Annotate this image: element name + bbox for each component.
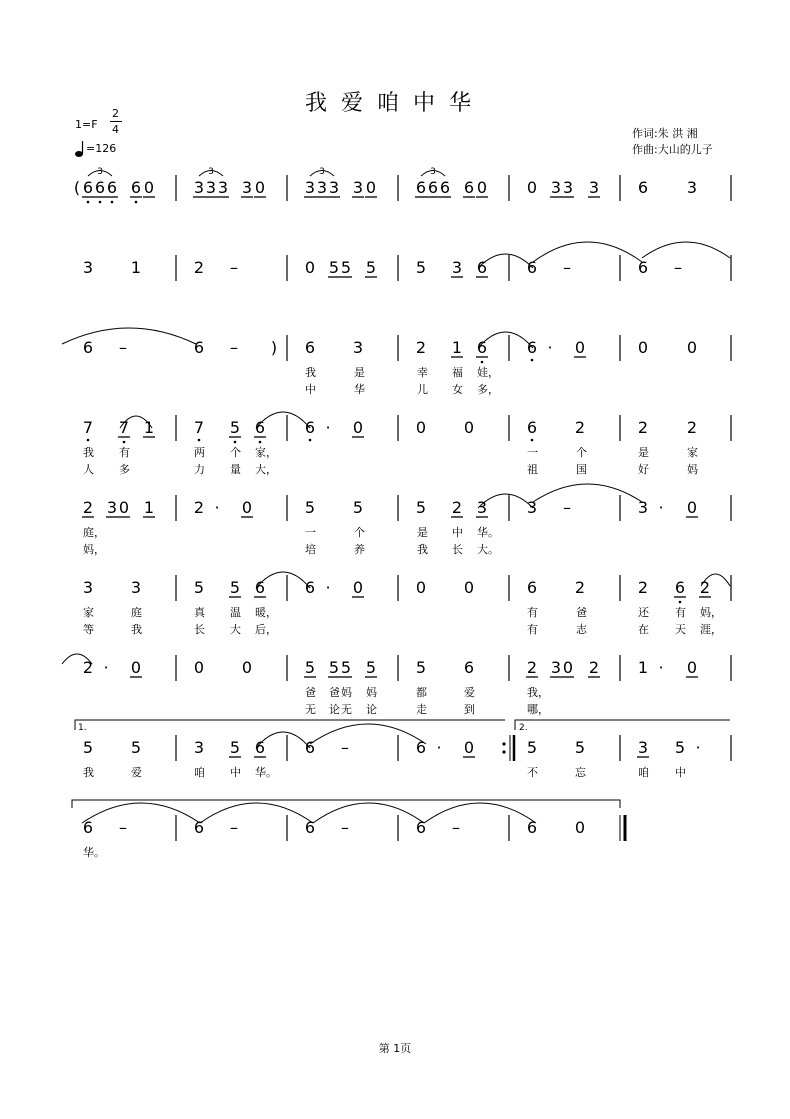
- note: 0: [130, 658, 142, 677]
- note: 5: [415, 258, 427, 277]
- lyric-word: 娃，: [477, 366, 499, 379]
- note: 2: [686, 418, 698, 437]
- note: 0: [415, 418, 427, 437]
- note: 5: [674, 738, 686, 757]
- note: 2: [82, 658, 94, 677]
- note: 6: [193, 338, 205, 357]
- lyric-word: 在: [638, 623, 649, 636]
- lyric-word: 妈: [341, 686, 352, 699]
- note: 3: [217, 178, 229, 197]
- lower-octave-dot: [87, 201, 90, 204]
- lyric-word: 我，: [527, 686, 549, 699]
- lyric-word: 量: [230, 463, 241, 476]
- note: 3: [316, 178, 328, 197]
- note: 3: [637, 498, 649, 517]
- lyric-word: 有: [527, 606, 538, 619]
- lyric-word: 长: [452, 543, 463, 556]
- lyric-word: 庭: [131, 606, 142, 619]
- song-title: 我爱咱中华: [304, 91, 485, 116]
- dash: –: [119, 338, 127, 357]
- note: 3: [476, 498, 488, 517]
- time-signature-bottom: 4: [112, 123, 119, 136]
- lower-octave-dot: [135, 201, 138, 204]
- slur: [313, 803, 424, 823]
- note: 5: [193, 578, 205, 597]
- lyric-word: 温: [230, 606, 241, 619]
- dash: –: [230, 338, 238, 357]
- lyric-word: 有: [119, 446, 130, 459]
- note: 0: [415, 578, 427, 597]
- lyric-word: 是: [638, 446, 649, 459]
- dash: –: [341, 818, 349, 837]
- note: 6: [476, 338, 488, 357]
- note: 5: [526, 738, 538, 757]
- lyric-word: 无: [341, 703, 352, 716]
- lyric-word: 论: [366, 703, 377, 716]
- note: 2: [574, 418, 586, 437]
- time-signature-top: 2: [112, 107, 119, 120]
- note: 0: [686, 658, 698, 677]
- lower-octave-dot: [99, 201, 102, 204]
- composer-credit: 作曲:大山的儿子: [632, 143, 713, 156]
- lyric-word: 爱: [131, 766, 142, 779]
- note: ·: [325, 418, 331, 437]
- lyric-word: 妈: [687, 463, 698, 476]
- note: 3: [451, 258, 463, 277]
- volta-first-label: 1.: [78, 723, 87, 733]
- volta-second-label: 2.: [519, 723, 528, 733]
- note: ·: [325, 578, 331, 597]
- note: 2: [637, 578, 649, 597]
- volta-second: [515, 720, 730, 730]
- lyric-word: 华: [354, 383, 365, 396]
- note: 5: [340, 258, 352, 277]
- lyric-word: 中: [305, 383, 316, 396]
- note: 0: [463, 738, 475, 757]
- lyric-word: 华。: [477, 526, 499, 539]
- lyric-word: 个: [354, 526, 365, 539]
- note: 7: [82, 418, 94, 437]
- note: 5: [340, 658, 352, 677]
- note: 3: [352, 178, 364, 197]
- lyric-word: 我: [83, 446, 94, 459]
- slur: [533, 484, 642, 502]
- note: 6: [254, 578, 266, 597]
- note: 2: [82, 498, 94, 517]
- note: 5: [365, 258, 377, 277]
- lyric-word: 我: [131, 623, 142, 636]
- note: 1: [130, 258, 142, 277]
- lyric-word: 中: [230, 766, 241, 779]
- dash: –: [674, 258, 682, 277]
- note: 3: [550, 178, 562, 197]
- lower-octave-dot: [309, 439, 312, 442]
- slur: [533, 242, 642, 262]
- lyric-word: 多，: [477, 383, 499, 396]
- note: 0: [352, 578, 364, 597]
- note: 0: [463, 418, 475, 437]
- note: ·: [695, 738, 701, 757]
- dash: –: [341, 738, 349, 757]
- dash: –: [119, 818, 127, 837]
- lyric-word: 爸: [329, 686, 340, 699]
- lyric-word: 走: [416, 703, 427, 716]
- note: 0: [686, 338, 698, 357]
- note: 3: [304, 178, 316, 197]
- lyric-word: 华。: [255, 766, 277, 779]
- page-number: 第 1页: [378, 1042, 412, 1055]
- lyric-word: 真: [194, 606, 205, 619]
- note: 5: [365, 658, 377, 677]
- note: 0: [562, 658, 574, 677]
- note: ·: [103, 658, 109, 677]
- lower-octave-dot: [531, 359, 534, 362]
- lyric-word: 爸: [576, 606, 587, 619]
- note: 0: [352, 418, 364, 437]
- note: 5: [82, 738, 94, 757]
- lyric-word: 爸: [305, 686, 316, 699]
- note: 3: [588, 178, 600, 197]
- lyric-word: 等: [83, 623, 94, 636]
- lyric-word: 论: [329, 703, 340, 716]
- note: 2: [193, 258, 205, 277]
- lyric-word: 个: [230, 446, 241, 459]
- lyric-word: 妈: [366, 686, 377, 699]
- note: 2: [637, 418, 649, 437]
- triplet-mark: 3: [319, 167, 325, 177]
- note: 0: [574, 818, 586, 837]
- dash: –: [563, 258, 571, 277]
- lyric-word: 都: [416, 686, 427, 699]
- lyric-word: 多: [119, 463, 130, 476]
- note: 6: [130, 178, 142, 197]
- lyric-word: 咱: [638, 766, 649, 779]
- lyric-word: 养: [354, 543, 365, 556]
- note: 6: [304, 418, 316, 437]
- note: 6: [526, 578, 538, 597]
- note: 3: [637, 738, 649, 757]
- repeat-dot: [502, 750, 505, 753]
- lyric-word: 家: [687, 446, 698, 459]
- lyricist-credit: 作词:朱 洪 湘: [632, 127, 698, 140]
- note: 6: [304, 578, 316, 597]
- lyric-word: 是: [354, 366, 365, 379]
- dash: –: [230, 818, 238, 837]
- note: 6: [427, 178, 439, 197]
- lyric-word: 哪，: [527, 703, 549, 716]
- lyric-word: 长: [194, 623, 205, 636]
- lyric-word: 两: [194, 446, 205, 459]
- lower-octave-dot: [123, 441, 126, 444]
- note: 6: [415, 818, 427, 837]
- note: 6: [254, 738, 266, 757]
- note: 6: [637, 258, 649, 277]
- note: 3: [241, 178, 253, 197]
- note: 6: [674, 578, 686, 597]
- note: 6: [476, 258, 488, 277]
- note: 2: [526, 658, 538, 677]
- key-signature: 1=F: [75, 118, 98, 131]
- note: 5: [304, 498, 316, 517]
- note: 0: [241, 498, 253, 517]
- lyric-word: 后，: [255, 623, 277, 636]
- slur: [424, 803, 536, 823]
- lyric-word: 大: [230, 623, 241, 636]
- note: 3: [193, 738, 205, 757]
- lower-octave-dot: [87, 439, 90, 442]
- note: 6: [526, 418, 538, 437]
- lyric-word: 大。: [477, 543, 499, 556]
- note: 7: [193, 418, 205, 437]
- lyric-word: 大，: [255, 463, 277, 476]
- note: 0: [193, 658, 205, 677]
- note: ·: [436, 738, 442, 757]
- lyric-word: 家: [83, 606, 94, 619]
- lyric-word: 是: [417, 526, 428, 539]
- triplet-mark: 3: [430, 167, 436, 177]
- note: 0: [637, 338, 649, 357]
- note: 5: [130, 738, 142, 757]
- lyric-word: 有: [527, 623, 538, 636]
- note: 6: [463, 178, 475, 197]
- note: ·: [214, 498, 220, 517]
- lyric-word: 中: [675, 766, 686, 779]
- note: 6: [526, 818, 538, 837]
- note: 6: [415, 738, 427, 757]
- note: 2: [451, 498, 463, 517]
- note: ·: [547, 338, 553, 357]
- lyric-word: 个: [576, 446, 587, 459]
- lower-octave-dot: [198, 439, 201, 442]
- lyric-word: 天: [675, 623, 686, 636]
- note: 1: [143, 498, 155, 517]
- note: 3: [193, 178, 205, 197]
- note: 3: [562, 178, 574, 197]
- note: 5: [415, 658, 427, 677]
- lower-octave-dot: [259, 441, 262, 444]
- note: 5: [328, 258, 340, 277]
- lyric-word: 培: [305, 543, 316, 556]
- lyric-word: 我: [417, 543, 428, 556]
- lyric-word: 还: [638, 606, 649, 619]
- note: 3: [82, 578, 94, 597]
- note: 3: [130, 578, 142, 597]
- note: 6: [94, 178, 106, 197]
- lyric-word: 妈，: [700, 606, 722, 619]
- dash: –: [230, 258, 238, 277]
- lyric-word: 我: [305, 366, 316, 379]
- note: ·: [658, 498, 664, 517]
- note: 6: [82, 338, 94, 357]
- lyric-word: 福: [452, 366, 463, 379]
- lyric-word: 家，: [255, 446, 277, 459]
- lyric-word: 到: [464, 703, 475, 716]
- note: 0: [241, 658, 253, 677]
- note: 1: [637, 658, 649, 677]
- lower-octave-dot: [531, 439, 534, 442]
- lyric-word: 国: [576, 463, 587, 476]
- note: 2: [415, 338, 427, 357]
- note: 6: [463, 658, 475, 677]
- note: 2: [588, 658, 600, 677]
- dash: –: [452, 818, 460, 837]
- note: 0: [476, 178, 488, 197]
- note: 6: [526, 258, 538, 277]
- lyric-word: 华。: [83, 846, 105, 859]
- lower-octave-dot: [234, 441, 237, 444]
- triplet-mark: 3: [208, 167, 214, 177]
- note: 3: [352, 338, 364, 357]
- lyric-word: 妈，: [83, 543, 105, 556]
- note: ·: [658, 658, 664, 677]
- lyric-word: 我: [83, 766, 94, 779]
- slur: [200, 803, 313, 823]
- note: 5: [352, 498, 364, 517]
- dash: –: [563, 498, 571, 517]
- note: 3: [686, 178, 698, 197]
- lyric-word: 庭，: [83, 526, 105, 539]
- lyric-word: 一: [527, 446, 538, 459]
- note: 5: [229, 738, 241, 757]
- lyric-word: 忘: [575, 766, 586, 779]
- note: 0: [304, 258, 316, 277]
- slur: [310, 724, 426, 744]
- note: 6: [304, 738, 316, 757]
- note: 3: [526, 498, 538, 517]
- note: 2: [699, 578, 711, 597]
- lyric-word: 一: [305, 526, 316, 539]
- lyric-word: 幸: [417, 366, 428, 379]
- note: 6: [193, 818, 205, 837]
- lyric-word: 暖，: [255, 606, 277, 619]
- note: 5: [415, 498, 427, 517]
- note: 5: [229, 418, 241, 437]
- note: 3: [106, 498, 118, 517]
- lower-octave-dot: [679, 601, 682, 604]
- tempo-marking: =126: [86, 142, 117, 155]
- lyric-word: 爱: [464, 686, 475, 699]
- lyric-word: 无: [305, 703, 316, 716]
- note: 7: [118, 418, 130, 437]
- note: 1: [451, 338, 463, 357]
- note: 3: [328, 178, 340, 197]
- note: 3: [205, 178, 217, 197]
- note: 5: [229, 578, 241, 597]
- note: ): [270, 338, 278, 357]
- note: 5: [328, 658, 340, 677]
- note: 3: [82, 258, 94, 277]
- volta-first: [75, 720, 505, 730]
- note: 3: [550, 658, 562, 677]
- lyric-word: 有: [675, 606, 686, 619]
- lyric-word: 祖: [527, 463, 538, 476]
- note: 0: [254, 178, 266, 197]
- note: 6: [526, 338, 538, 357]
- lyric-word: 涯，: [700, 623, 722, 636]
- lyric-word: 不: [527, 766, 538, 779]
- note: 6: [82, 178, 94, 197]
- lyric-word: 志: [576, 623, 587, 636]
- lyric-word: 力: [194, 463, 205, 476]
- note: 6: [304, 338, 316, 357]
- note: (: [73, 178, 81, 197]
- slur: [642, 242, 730, 258]
- note: 0: [463, 578, 475, 597]
- note: 0: [686, 498, 698, 517]
- lyric-word: 女: [452, 383, 463, 396]
- note: 6: [304, 818, 316, 837]
- note: 6: [415, 178, 427, 197]
- note: 5: [304, 658, 316, 677]
- note: 0: [365, 178, 377, 197]
- note: 2: [193, 498, 205, 517]
- triplet-mark: 3: [97, 167, 103, 177]
- note: 0: [143, 178, 155, 197]
- note: 6: [254, 418, 266, 437]
- lyric-word: 好: [638, 463, 649, 476]
- lower-octave-dot: [111, 201, 114, 204]
- note: 6: [637, 178, 649, 197]
- note: 1: [143, 418, 155, 437]
- lyric-word: 儿: [417, 383, 428, 396]
- note: 0: [118, 498, 130, 517]
- note: 0: [574, 338, 586, 357]
- lyric-word: 咱: [194, 766, 205, 779]
- slur: [82, 803, 200, 823]
- note: 5: [574, 738, 586, 757]
- lower-octave-dot: [481, 361, 484, 364]
- note: 6: [439, 178, 451, 197]
- note: 2: [574, 578, 586, 597]
- note: 6: [106, 178, 118, 197]
- lyric-word: 人: [83, 463, 94, 476]
- repeat-dot: [502, 742, 505, 745]
- lyric-word: 中: [452, 526, 463, 539]
- note: 6: [82, 818, 94, 837]
- note: 0: [526, 178, 538, 197]
